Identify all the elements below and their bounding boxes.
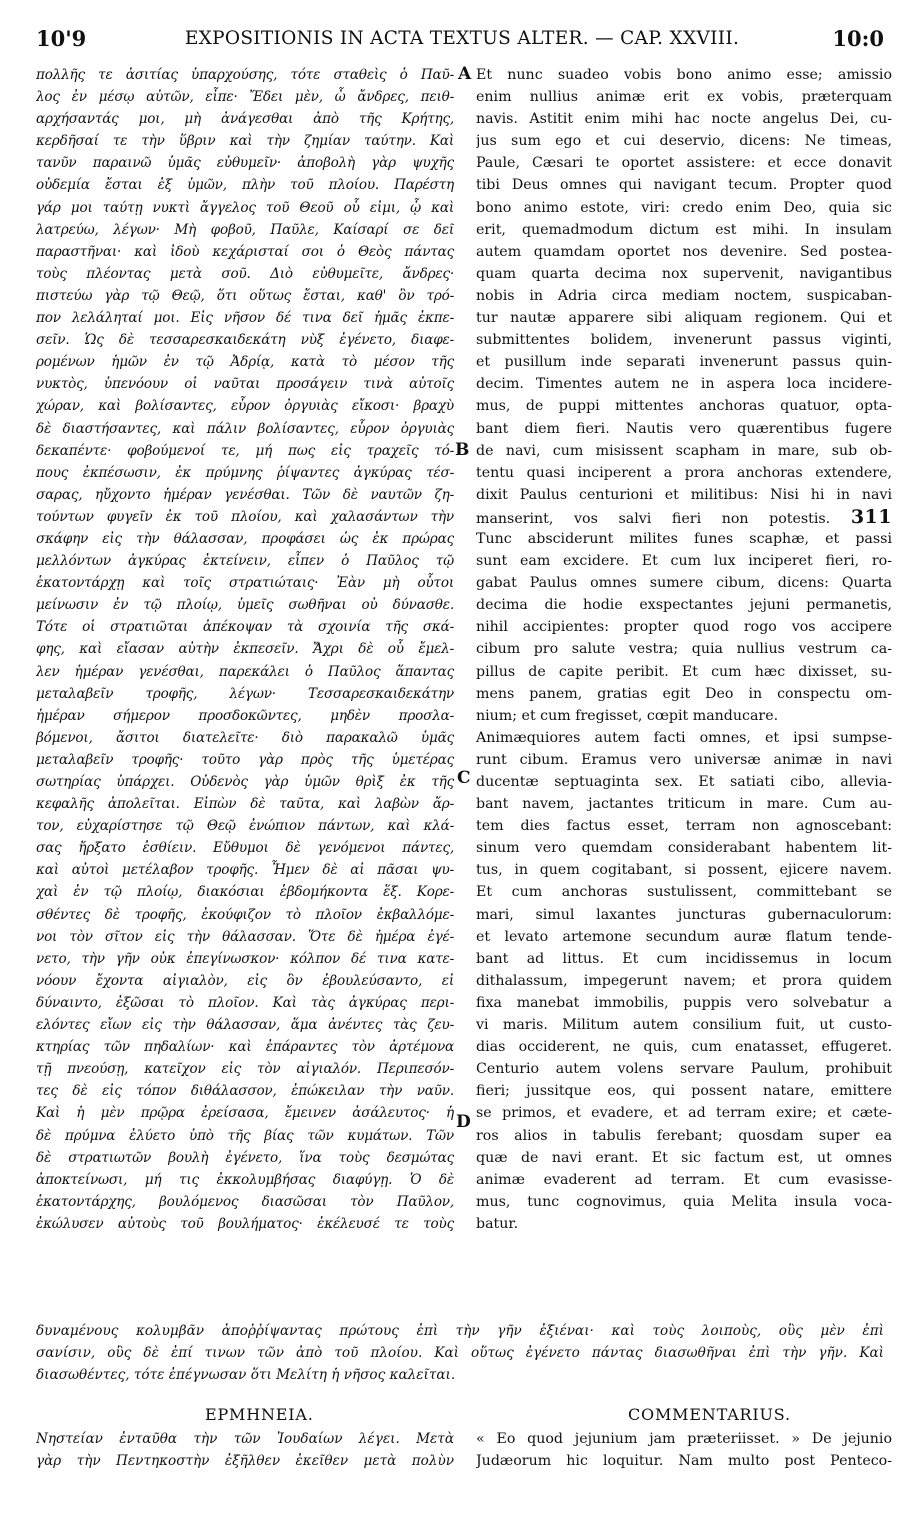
text-line: Καὶ ἡ μὲν πρῷρα ἐρείσασα, ἔμεινεν ἀσάλευτος· ἡ <box>36 1105 454 1122</box>
text-line: navis. Astitit enim mihi hac nocte angelus Dei, cu- <box>476 111 892 128</box>
text-line: bono animo estote, viri: credo enim Deo, quia sic <box>476 199 892 216</box>
text-line: sinum vero quemdam considerabant habentem lit- <box>476 840 892 857</box>
text-line: λεν ἡμέραν γενέσθαι, παρεκάλει ὁ Παῦλος ἅπαντας <box>36 663 454 680</box>
text-line: decim. Timentes autem ne in aspera loca incidere- <box>476 376 892 393</box>
text-line: δεκαπέντε· φοβούμενοί τε, μή πως εἰς τραχεῖς τό- <box>36 442 454 459</box>
text-line: erit, quemadmodum dictum est mihi. In insulam <box>476 221 892 238</box>
page-marker-311: 311 <box>850 505 892 528</box>
text-line: ελόντες εἴων εἰς τὴν θάλασσαν, ἅμα ἀνέντες τὰς ζευ- <box>36 1017 454 1034</box>
text-line: πους ἐκπέσωσιν, ἐκ πρύμνης ῥίψαντες ἀγκύρας τέσ- <box>36 464 454 481</box>
text-line: ducentæ septuaginta sex. Et satiati cibo, allevia- <box>476 774 892 790</box>
text-line: et pusillum inde separati invenerunt passus quin- <box>476 354 892 371</box>
text-line: χαὶ ἐν τῷ πλοίῳ, διακόσιαι ἑβδομήκοντα ἕξ. Κορε- <box>36 884 454 901</box>
page-number-left: 10'9 <box>36 26 87 51</box>
text-line: σθέντες δὲ τροφῆς, ἐκούφιζον τὸ πλοῖον ἐκβαλλόμε- <box>36 906 454 923</box>
text-line: nobis in Adria circa mediam noctem, suspicaban- <box>476 287 892 304</box>
text-line: tibi Deus omnes qui navigant tecum. Propter quod <box>476 177 892 194</box>
text-line: gabat Paulus omnes sumere cibum, dicens: Quarta <box>476 575 892 592</box>
text-line: autem quamdam oportet nos devenire. Sed postea- <box>476 243 892 260</box>
section-heading-hermeneia: ΕΡΜΗΝΕΙΑ. <box>205 1405 314 1424</box>
text-line: οὐδεμία ἔσται ἐξ ὑμῶν, πλὴν τοῦ πλοίου. Παρέστη <box>36 177 454 194</box>
text-line: bant diem fieri. Nautis vero quærentibus fugere <box>476 420 892 437</box>
text-line: sunt eam excidere. Et cum lux inciperet fieri, ro- <box>476 553 892 570</box>
text-line: submittentes bolidem, invenerunt passus viginti, <box>476 332 892 349</box>
greek-commentary-column <box>36 1428 454 1472</box>
text-line: σανίσιν, οὓς δὲ ἐπί τινων τῶν ἀπὸ τοῦ πλοίου. Καὶ οὕτως ἐγένετο πάντας διασωθῆναι ἐπὶ τὴν γῆν. Καὶ <box>36 1345 884 1362</box>
text-line: ros alios in tabulis ferebant; quosdam super ea <box>476 1127 892 1144</box>
text-line: κεφαλῆς ἀπολεῖται. Εἰπὼν δὲ ταῦτα, καὶ λαβὼν ἄρ- <box>36 796 454 813</box>
latin-block-before-marker <box>476 64 892 506</box>
text-line: decima die hodie exspectantes jejuni permanetis, <box>476 597 892 614</box>
text-line: δὲ πρύμνα ἐλύετο ὑπὸ τῆς βίας τῶν κυμάτων. Τῶν <box>36 1127 454 1144</box>
text-line: παραστῆναι· καὶ ἰδοὺ κεχάρισταί σοι ὁ Θεὸς πάντας <box>36 243 454 260</box>
latin-block-after-marker <box>476 528 892 1235</box>
text-line: σκάφην εἰς τὴν θάλασσαν, προφάσει ὡς ἐκ πρώρας <box>36 530 454 547</box>
page-number-right: 10:0 <box>832 26 884 51</box>
text-line: Et cum anchoras sustulissent, committebant se <box>476 884 892 901</box>
text-line: mus, de puppi mittentes anchoras quatuor, opta- <box>476 398 892 415</box>
margin-marker-d: D <box>456 1112 471 1132</box>
latin-text-column <box>476 64 892 1235</box>
text-line: καὶ αὐτοὶ μετέλαβον τροφῆς. Ἦμεν δὲ αἱ πᾶσαι ψυ- <box>36 862 454 879</box>
greek-text-column <box>36 64 454 1235</box>
text-line: fieri; jussitque eos, qui possent natare, emittere <box>476 1083 892 1100</box>
text-line: Judæorum hic loquitur. Nam multo post Penteco- <box>476 1453 892 1470</box>
text-line: mus, tunc cognovimus, quia Melita insula voca- <box>476 1193 892 1210</box>
text-line: γάρ μοι ταύτῃ νυκτὶ ἄγγελος τοῦ Θεοῦ οὗ εἰμι, ᾧ καὶ <box>36 199 454 216</box>
text-line: « Eo quod jejunium jam præteriisset. » De jejunio <box>476 1431 892 1447</box>
latin-commentary-column <box>476 1428 892 1472</box>
text-line: δυναμένους κολυμβᾶν ἀποῤῥίψαντας πρώτους ἐπὶ τὴν γῆν ἐξιέναι· καὶ τοὺς λοιποὺς, οὓς μὲν ἐπὶ <box>36 1323 884 1339</box>
text-line: δὲ στρατιωτῶν βουλὴ ἐγένετο, ἵνα τοὺς δεσμώτας <box>36 1149 454 1166</box>
text-line: σεῖν. Ὡς δὲ τεσσαρεσκαιδεκάτη νὺξ ἐγένετο, διαφε- <box>36 332 454 349</box>
text-line: λατρεύω, λέγων· Μὴ φοβοῦ, Παῦλε, Καίσαρί σε δεῖ <box>36 221 454 238</box>
greek-full-width-paragraph <box>36 1320 884 1386</box>
text-line: jus sum ego et cui deservio, dicens: Ne timeas, <box>476 133 892 150</box>
text-line: mari, simul laxantes juncturas gubernaculorum: <box>476 906 892 923</box>
text-line: animæ evaderent ad terram. Et cum evasisse- <box>476 1171 892 1188</box>
text-line: νυκτὸς, ὑπενόουν οἱ ναῦται προσάγειν τινὰ αὐτοῖς <box>36 376 454 393</box>
text-line: ἡμέραν σήμερον προσδοκῶντες, μηδὲν προσλα- <box>36 707 454 724</box>
text-line: νόουν ἔχοντα αἰγιαλὸν, εἰς ὃν ἐβουλεύσαντο, εἰ <box>36 972 454 989</box>
text-line: τούντων φυγεῖν ἐκ τοῦ πλοίου, καὶ χαλασάντων τὴν <box>36 508 454 525</box>
text-line: ἑκατοντάρχῃ καὶ τοῖς στρατιώταις· Ἐὰν μὴ οὗτοι <box>36 575 454 592</box>
text-line: τανῦν παραινῶ ὑμᾶς εὐθυμεῖν· ἀποβολὴ γὰρ ψυχῆς <box>36 155 454 172</box>
text-line: βόμενοι, ἄσιτοι διατελεῖτε· διὸ παρακαλῶ ὑμᾶς <box>36 729 454 746</box>
text-line: fixa manebat immobilis, puppis vero solvebatur a <box>476 994 892 1011</box>
text-line: Centurio autem volens servare Paulum, prohibuit <box>476 1061 892 1078</box>
text-line: Et nunc suadeo vobis bono animo esse; amissio <box>476 67 892 83</box>
text-line: mens panem, gratias egit Deo in conspectu om- <box>476 685 892 702</box>
text-line: δὲ διαστήσαντες, καὶ πάλιν βολίσαντες, εὗρον ὀργυιὰς <box>36 420 454 437</box>
text-line: λος ἐν μέσῳ αὐτῶν, εἶπε· Ἔδει μὲν, ὦ ἄνδρες, πειθ- <box>36 89 454 106</box>
text-line: quam quarta decima nox supervenit, navigantibus <box>476 265 892 282</box>
text-line: bant navem, jactantes triticum in mare. Cum au- <box>476 796 892 813</box>
text-line: quæ de navi erant. Et sic factum est, ut omnes <box>476 1149 892 1166</box>
text-line: νετο, τὴν γῆν οὐκ ἐπεγίνωσκον· κόλπον δέ τινα κατε- <box>36 950 454 967</box>
text-line: dias occiderent, ne quis, cum enatasset, effugeret. <box>476 1039 892 1056</box>
text-line: dithalassum, impegerunt navem; et prora quidem <box>476 972 892 989</box>
text-line: μεταλαβεῖν τροφῆς, λέγων· Τεσσαρεσκαιδεκάτην <box>36 685 454 702</box>
text-line: pillus de capite peribit. Et cum hæc dixisset, su- <box>476 663 892 680</box>
text-line: nihil accipientes: propter quod rogo vos accipere <box>476 619 892 636</box>
text-line: μελλόντων ἀγκύρας ἐκτείνειν, εἶπεν ὁ Παῦλος τῷ <box>36 553 454 570</box>
text-line: se primos, et evadere, et ad terram exire; et cæte- <box>476 1105 892 1122</box>
text-line: Animæquiores autem facti omnes, et ipsi sumpse- <box>476 729 892 746</box>
text-line: κτηρίας τῶν πηδαλίων· καὶ ἐπάραντες τὸν ἀρτέμονα <box>36 1039 454 1056</box>
text-line: bant ad littus. Et cum incidissemus in locum <box>476 950 892 967</box>
text-line: πιστεύω γὰρ τῷ Θεῷ, ὅτι οὕτως ἔσται, καθ' ὃν τρό- <box>36 287 454 304</box>
section-heading-commentarius: COMMENTARIUS. <box>628 1405 791 1424</box>
text-line: σαρας, ηὔχοντο ἡμέραν γενέσθαι. Τῶν δὲ ναυτῶν ζη- <box>36 486 454 503</box>
text-line: πον λελάληταί μοι. Εἰς νῆσον δέ τινα δεῖ ἡμᾶς ἐκπε- <box>36 310 454 327</box>
margin-marker-c: C <box>457 768 471 788</box>
running-head <box>36 26 884 56</box>
text-line: τες δὲ εἰς τόπον διθάλασσον, ἐπώκειλαν τὴν ναῦν. <box>36 1083 454 1100</box>
text-line: tem dies factus esset, terram non agnoscebant: <box>476 818 892 835</box>
text-line: nium; et cum fregisset, cœpit manducare. <box>476 707 779 724</box>
text-line: cibum pro salute vestra; quia nullius vestrum ca- <box>476 641 892 658</box>
text-line: tus, in quem cogitabant, si possent, ejicere navem. <box>476 862 892 879</box>
text-line: χώραν, καὶ βολίσαντες, εὗρον ὀργυιὰς εἴκοσι· βραχὺ <box>36 398 454 415</box>
text-line: dixit Paulus centurioni et militibus: Nisi hi in navi <box>476 486 892 503</box>
text-line: Νηστείαν ἐνταῦθα τὴν τῶν Ἰουδαίων λέγει. Μετὰ <box>36 1431 454 1447</box>
text-line: batur. <box>476 1215 519 1232</box>
text-line: vi maris. Militum autem consilium fuit, ut custo- <box>476 1017 892 1034</box>
text-line: διασωθέντες, τότε ἐπέγνωσαν ὅτι Μελίτη ἡ νῆσος καλεῖται. <box>36 1367 456 1384</box>
text-line: πολλῆς τε ἀσιτίας ὑπαρχούσης, τότε σταθεὶς ὁ Παῦ- <box>36 67 454 83</box>
text-line: ἐκώλυσεν αὐτοὺς τοῦ βουλήματος· ἐκέλευσέ τε τοὺς <box>36 1215 454 1232</box>
text-line: ρομένων ἡμῶν ἐν τῷ Ἀδρίᾳ, κατὰ τὸ μέσον τῆς <box>36 354 454 371</box>
text-line: tur nautæ apparere sibi aliquam regionem. Qui et <box>476 310 892 327</box>
text-line: τῇ πνεούσῃ, κατεῖχον εἰς τὸν αἰγιαλόν. Περιπεσόν- <box>36 1061 454 1078</box>
text-line: Paule, Cæsari te oportet assistere: et ecce donavit <box>476 155 892 172</box>
text-line: ἀποκτείνωσι, μή τις ἐκκολυμβήσας διαφύγῃ. Ὁ δὲ <box>36 1171 454 1188</box>
text-line: μείνωσιν ἐν τῷ πλοίῳ, ὑμεῖς σωθῆναι οὐ δύνασθε. <box>36 597 454 614</box>
text-line: γὰρ τὴν Πεντηκοστὴν ἐξῆλθεν ἐκεῖθεν μετὰ πολὺν <box>36 1453 454 1470</box>
text-line: et levato artemone secundum auræ flatum tende- <box>476 928 892 945</box>
margin-marker-b: B <box>455 440 470 460</box>
latin-line-text: manserint, vos salvi fieri non potestis. <box>476 510 831 527</box>
text-line: φης, καὶ εἴασαν αὐτὴν ἐκπεσεῖν. Ἄχρι δὲ οὗ ἔμελ- <box>36 641 454 658</box>
text-line: σας ἤρξατο ἐσθίειν. Εὔθυμοι δὲ γενόμενοι πάντες, <box>36 840 454 857</box>
text-line: Τότε οἱ στρατιῶται ἀπέκοψαν τὰ σχοινία τῆς σκά- <box>36 619 454 636</box>
latin-line-with-page-marker <box>476 506 892 528</box>
text-line: enim nullius animæ erit ex vobis, præterquam <box>476 89 892 106</box>
text-line: ἑκατοντάρχης, βουλόμενος διασῶσαι τὸν Παῦλον, <box>36 1193 454 1210</box>
margin-marker-a: A <box>458 64 472 84</box>
text-line: σωτηρίας ὑπάρχει. Οὐδενὸς γὰρ ὑμῶν θρὶξ ἐκ τῆς <box>36 774 454 790</box>
text-line: κερδῆσαί τε τὴν ὕβριν καὶ τὴν ζημίαν ταύτην. Καὶ <box>36 133 454 150</box>
text-line: tentu quasi inciperent a prora anchoras extendere, <box>476 464 892 481</box>
text-line: δύναιντο, ἐξῶσαι τὸ πλοῖον. Καὶ τὰς ἀγκύρας περι- <box>36 994 454 1011</box>
text-line: Tunc absciderunt milites funes scaphæ, et passi <box>476 530 892 547</box>
text-line: τοὺς πλέοντας μετὰ σοῦ. Διὸ εὐθυμεῖτε, ἄνδρες· <box>36 265 454 282</box>
text-line: de navi, cum misissent scapham in mare, sub ob- <box>476 442 892 459</box>
text-line: νοι τὸν σῖτον εἰς τὴν θάλασσαν. Ὅτε δὲ ἡμέρα ἐγέ- <box>36 928 454 945</box>
running-title: EXPOSITIONIS IN ACTA TEXTUS ALTER. — CAP. XXVIII. <box>184 28 740 49</box>
text-line: αρχήσαντάς μοι, μὴ ἀνάγεσθαι ἀπὸ τῆς Κρήτης, <box>36 111 454 128</box>
text-line: runt cibum. Eramus vero universæ animæ in navi <box>476 751 892 768</box>
text-line: μεταλαβεῖν τροφῆς· τοῦτο γὰρ πρὸς τῆς ὑμετέρας <box>36 751 454 768</box>
text-line: τον, εὐχαρίστησε τῷ Θεῷ ἐνώπιον πάντων, καὶ κλά- <box>36 818 454 835</box>
